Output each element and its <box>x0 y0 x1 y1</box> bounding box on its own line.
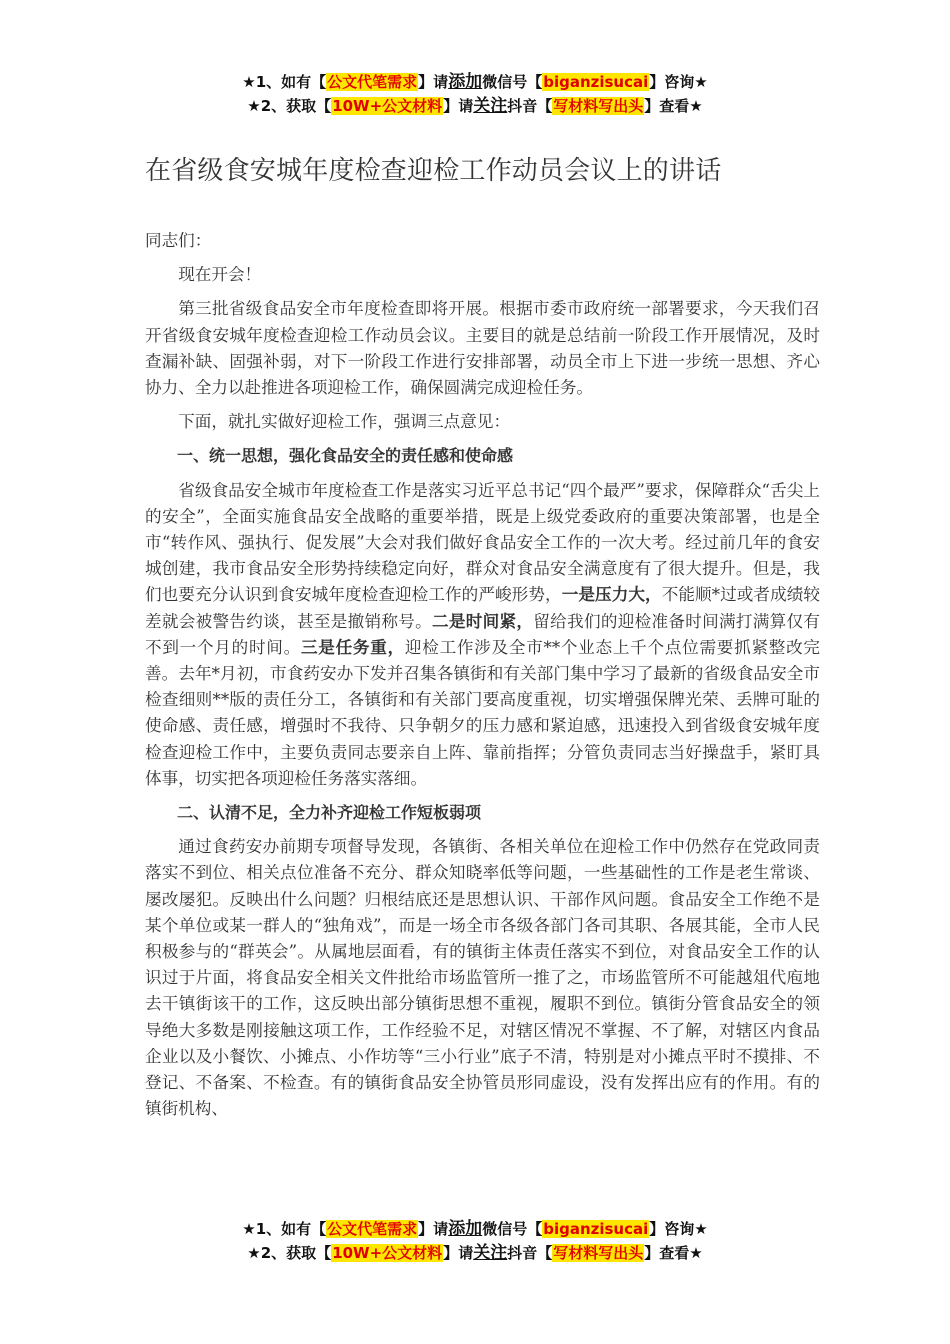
paragraph-text: 迎检工作涉及全市**个业态上千个点位需要抓紧整改完善。去年*月初，市食药安办下发并召集各镇街和有关部门集中学习了最新的省级食品安全市检查细则**版的责任分工，各镇街和有关部门要高度重视，切实增强保牌光荣、丢牌可耻的使命感、责任感，增强时不我待、只争朝夕的压力感和紧迫感，迅速投入到省级食安城年度检查迎检工作中，主要负责同志要亲自上阵、靠前指挥；分管负责同志当好操盘手，紧盯具体事，切实把各项迎检任务落实落细。 <box>145 637 821 788</box>
emphasis-text: 添加 <box>448 1219 483 1239</box>
banner-text: ★2、获取【 <box>247 1244 332 1262</box>
paragraph-text: 留给我们的迎检准备时间满打满算仅有不到一个月的时间。 <box>145 611 821 657</box>
opening-line: 现在开会！ <box>178 265 262 285</box>
document-body <box>145 228 820 1131</box>
paragraph-section-2: 通过食药安办前期专项督导发现，各镇街、各相关单位在迎检工作中仍然存在党政同责落实不到位、相关点位准备不充分、群众知晓率低等问题，一些基础性的工作是老生常谈、屡改屡犯。反映出什么问题？归根结底还是思想认识、干部作风问题。食品安全工作绝不是某个单位或某一群人的“独角戏”，而是一场全市各级各部门各司其职、各展其能，全市人民积极参与的“群英会”。从属地层面看，有的镇街主体责任落实不到位，对食品安全工作的认识过于片面，将食品安全相关文件批给市场监管所一推了之，市场监管所不可能越俎代庖地去干镇街该干的工作，这反映出部分镇街思想不重视，履职不到位。镇街分管食品安全的领导绝大多数是刚接触这项工作，工作经验不足，对辖区情况不掌握、不了解，对辖区内食品企业以及小餐饮、小摊点、小作坊等“三小行业”底子不清，特别是对小摊点平时不摸排、不登记、不备案、不检查。有的镇街食品安全协管员形同虚设，没有发挥出应有的作用。有的镇街机构、 <box>145 837 820 1119</box>
bold-point-3: 三是任务重， <box>300 637 405 657</box>
paragraph-outline: 下面，就扎实做好迎检工作，强调三点意见： <box>178 412 511 432</box>
banner-text: 微信号【 <box>482 1220 543 1238</box>
emphasis-text: 添加 <box>448 72 483 92</box>
banner-text: 】请 <box>418 1220 449 1238</box>
emphasis-text: 关注 <box>473 1243 508 1263</box>
highlight-text: 写材料写出头 <box>553 97 644 115</box>
banner-line-2 <box>0 94 950 118</box>
banner-text: ★1、如有【 <box>242 1220 327 1238</box>
banner-text: ★1、如有【 <box>242 73 327 91</box>
section-heading-2: 二、认清不足，全力补齐迎检工作短板弱项 <box>177 803 482 823</box>
banner-text: 】请 <box>443 1244 474 1262</box>
banner-text: 】查看★ <box>644 97 703 115</box>
section-heading-1: 一、统一思想，强化食品安全的责任感和使命感 <box>177 446 514 466</box>
banner-text: 】咨询★ <box>649 73 708 91</box>
bold-point-1: 一是压力大， <box>561 585 662 605</box>
highlight-text: 公文代笔需求 <box>327 1220 418 1238</box>
salutation: 同志们： <box>145 231 212 250</box>
highlight-text: 10W+公文材料 <box>332 97 443 115</box>
banner-text: 】请 <box>443 97 474 115</box>
highlight-text: biganzisucai <box>543 73 649 91</box>
banner-text: 】请 <box>418 73 449 91</box>
banner-text: 】咨询★ <box>649 1220 708 1238</box>
paragraph-intro: 第三批省级食品安全市年度检查即将开展。根据市委市政府统一部署要求，今天我们召开省级食安城年度检查迎检工作动员会议。主要目的就是总结前一阶段工作开展情况，及时查漏补缺、固强补弱，对下一阶段工作进行安排部署，动员全市上下进一步统一思想、齐心协力、全力以赴推进各项迎检工作，确保圆满完成迎检任务。 <box>145 299 820 398</box>
banner-line-2 <box>0 1241 950 1265</box>
paragraph-text: 不能顺*过或者成绩较差就会被警告约谈，甚至是撤销称号。 <box>145 585 821 631</box>
highlight-text: 10W+公文材料 <box>332 1244 443 1262</box>
banner-text: 】查看★ <box>644 1244 703 1262</box>
banner-line-1 <box>0 1217 950 1241</box>
highlight-text: 写材料写出头 <box>553 1244 644 1262</box>
highlight-text: 公文代笔需求 <box>327 73 418 91</box>
banner-text: 抖音【 <box>507 1244 553 1262</box>
banner-text: 微信号【 <box>482 73 543 91</box>
top-promo-banner <box>0 70 950 118</box>
document-title: 在省级食安城年度检查迎检工作动员会议上的讲话 <box>145 156 722 186</box>
banner-text: ★2、获取【 <box>247 97 332 115</box>
paragraph-section-1 <box>145 478 820 792</box>
paragraph-text: 省级食品安全城市年度检查工作是落实习近平总书记“四个最严”要求，保障群众“舌尖上的安全”，全面实施食品安全战略的重要举措，既是上级党委政府的重要决策部署，也是全市“转作风、强执行、促发展”大会对我们做好食品安全工作的一次大考。经过前几年的食安城创建，我市食品安全形势持续稳定向好，群众对食品安全满意度有了很大提升。但是，我们也要充分认识到食安城年度检查迎检工作的严峻形势， <box>145 480 820 605</box>
banner-line-1 <box>0 70 950 94</box>
bottom-promo-banner <box>0 1217 950 1265</box>
emphasis-text: 关注 <box>473 96 508 116</box>
highlight-text: biganzisucai <box>543 1220 649 1238</box>
bold-point-2: 二是时间紧， <box>432 611 534 631</box>
banner-text: 抖音【 <box>507 97 553 115</box>
